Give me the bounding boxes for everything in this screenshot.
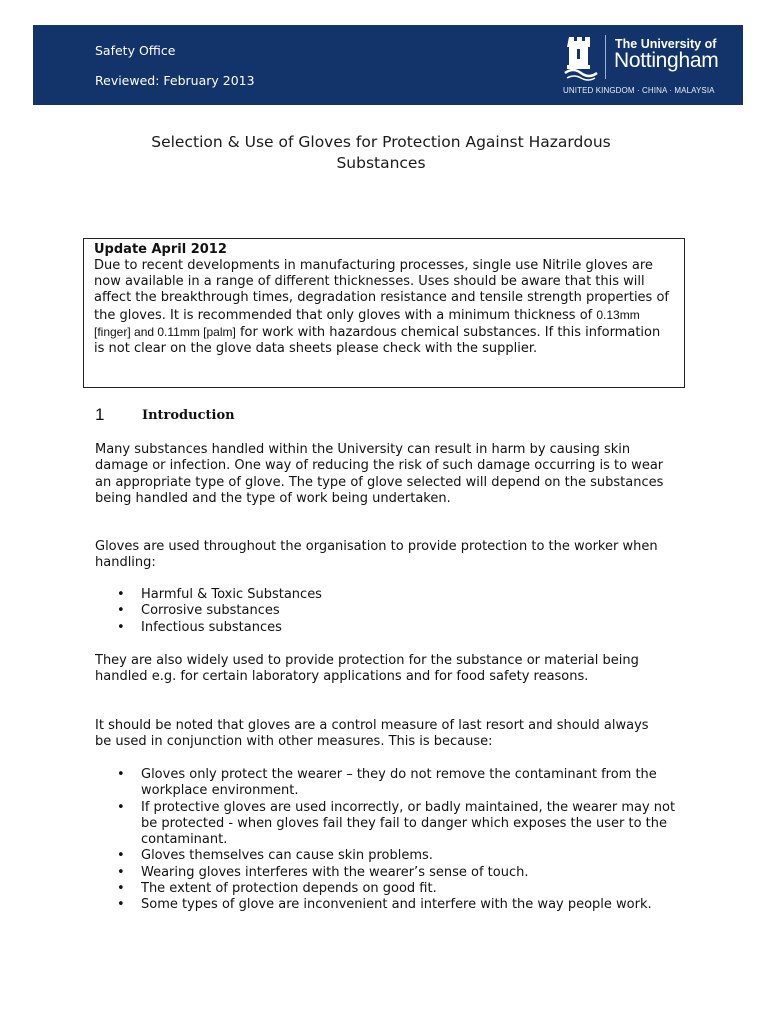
university-logo <box>563 31 733 99</box>
reviewed-date: Reviewed: February 2013 <box>95 73 255 88</box>
list-item: • Gloves themselves can cause skin problems. <box>117 848 433 864</box>
castle-crest-icon <box>563 33 599 81</box>
update-body <box>94 258 674 357</box>
logo-line2: Nottingham <box>614 49 719 72</box>
list-item: • If protective gloves are used incorrectly, or badly maintained, the wearer may not be protected - when gloves fail they fail to danger which exposes the user to the contaminant. <box>117 799 676 848</box>
bullet-icon: • <box>117 881 125 897</box>
document-title <box>90 132 672 174</box>
logo-divider <box>605 35 606 79</box>
list-item: • The extent of protection depends on good fit. <box>117 881 437 897</box>
intro-paragraph-1: Many substances handled within the University can result in harm by causing skin damage or infection. One way of reducing the risk of such damage occurring is to wear an appropriate type of glove. The type of glove selected will depend on the substances being handled and the type of work being undertaken. <box>95 442 664 506</box>
list-item: • Gloves only protect the wearer – they do not remove the contaminant from the workplace environment. <box>117 767 657 799</box>
section-number: 1 <box>95 405 105 424</box>
header-banner <box>33 25 743 105</box>
substance-list <box>117 587 661 636</box>
title-line-2: Substances <box>336 154 426 172</box>
bullet-icon: • <box>117 603 125 619</box>
list-item: • Some types of glove are inconvenient and interfere with the way people work. <box>117 897 652 913</box>
update-text-2: for work with hazardous chemical substances. If this information is not clear on the glove data sheets please check with the supplier. <box>94 324 661 357</box>
bullet-icon: • <box>117 848 125 864</box>
bullet-icon: • <box>117 587 125 602</box>
logo-tagline: UNITED KINGDOM · CHINA · MALAYSIA <box>563 86 715 95</box>
bullet-icon: • <box>117 767 125 782</box>
list-item: • Wearing gloves interferes with the wearer’s sense of touch. <box>117 864 529 880</box>
department-label: Safety Office <box>95 43 176 58</box>
section-title: Introduction <box>142 408 235 423</box>
update-text-1: Due to recent developments in manufacturing processes, single use Nitrile gloves are now available in a range of different thicknesses. Uses should be aware that this will affect the breakthrough times, degradation resistance and tensile strength properties of the gloves. It is recommended that only gloves with a minimum thickness of <box>94 258 669 323</box>
bullet-icon: • <box>117 897 125 913</box>
intro-paragraph-2: Gloves are used throughout the organisation to provide protection to the worker when handling: <box>95 539 658 571</box>
thickness-values: 0.13mm [finger] and 0.11mm [palm] <box>94 307 640 339</box>
update-title: Update April 2012 <box>94 242 227 257</box>
bullet-icon: • <box>117 799 125 815</box>
logo-line1: The University of <box>615 37 717 51</box>
reasons-list <box>117 767 681 914</box>
bullet-icon: • <box>117 619 125 635</box>
list-item: • Infectious substances <box>117 619 282 635</box>
intro-paragraph-4: It should be noted that gloves are a control measure of last resort and should always be used in conjunction with other measures. This is because: <box>95 718 649 750</box>
list-item: • Corrosive substances <box>117 603 280 619</box>
bullet-icon: • <box>117 864 125 880</box>
intro-paragraph-3: They are also widely used to provide protection for the substance or material being handled e.g. for certain laboratory applications and for food safety reasons. <box>95 653 639 685</box>
update-notice-box <box>83 238 685 388</box>
list-item: • Harmful & Toxic Substances <box>117 587 322 602</box>
title-line-1: Selection & Use of Gloves for Protection Against Hazardous <box>151 133 611 151</box>
